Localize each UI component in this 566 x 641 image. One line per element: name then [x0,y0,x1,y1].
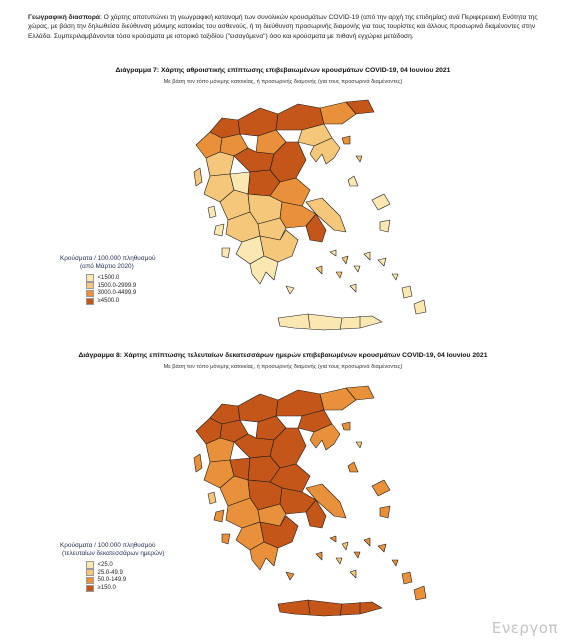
map8-island [414,586,426,600]
map7-island [214,224,224,236]
legend-swatch [86,282,94,290]
map7-island [392,274,398,280]
map7-island [414,300,426,314]
map7-legend-item [86,282,155,290]
map8-island [342,422,350,430]
intro-text: : Ο χάρτης αποτυπώνει τη γεωγραφική κατανομή των συνολικών κρουσμάτων COVID-19 (από την αρχή της επιδημίας) ανά Περιφερειακή Ενότητα της χώρας, με βάση την δηλωθείσα διεύθυνση μόνιμης κατοικίας του ασθενούς, ή τη διεύθυνση προσωρινής διαμονής για τους τουρίστες και άλλους προσωρινά διαμένοντες στην Ελλάδα. Συμπεριλαμβάνονται τόσο κρούσματα με ιστορικό ταξιδίου ("εισαγόμενα") όσο και κρούσματα με πιθανή εγχώρια μετάδοση. [28,14,538,40]
map7-island [194,168,202,186]
map8-island [348,462,358,472]
map8-legend-title-line1: Κρούσματα / 100.000 πληθυσμού [60,542,156,549]
legend-label: 50.0-149.9 [97,577,127,584]
map8-legend [60,542,164,592]
map8-legend-item [86,577,164,585]
map8-legend-item [86,584,164,592]
map8-island [342,542,348,550]
map8-island [222,534,230,544]
map7-legend-title-line1: Κρούσματα / 100.000 πληθυσμού [60,255,156,262]
map8-svg [110,376,455,631]
map7-island [372,194,390,210]
map7-subtitle: Με βάση τον τόπο μόνιμης κατοικίας, ή προσωρινής διαμονής (για τους προσωρινά διαμένοντες) [163,79,403,85]
map8-legend-title-line2: (τελευταίων δεκατεσσάρων ημερών) [62,550,165,557]
map7-island [378,258,386,266]
map8-island [208,492,216,504]
legend-label: ≥150.0 [97,585,116,592]
map7-legend-title [60,255,155,271]
map7-title: Διάγραμμα 7: Χάρτης αθροιστικής επίπτωσης επιβεβαιωμένων κρουσμάτων COVID-19, 04 Ιουνίου 2021 [115,67,451,74]
map7-island [222,248,230,258]
map7-island [286,286,294,294]
map7-svg [110,90,455,345]
map7-island [402,286,412,298]
map8-island [356,442,362,448]
map7-island [316,266,322,274]
legend-swatch [86,290,94,298]
map8-island [354,552,360,558]
map8-island [194,454,202,472]
map7-island [380,220,390,232]
map8-island [286,572,294,580]
legend-swatch [86,577,94,585]
map8-island [372,480,390,496]
map7-island [208,206,216,218]
map7-legend-item [86,274,155,282]
intro-label: Γεωγραφική διασπορά [28,14,100,21]
map7-legend-item [86,290,155,298]
map8-greece-map [110,376,455,631]
map8-island [392,560,398,566]
map7-island [342,136,350,144]
legend-swatch [86,585,94,593]
map7-island [348,176,358,186]
map8-legend-item [86,569,164,577]
map7-legend-title-line2: (από Μάρτιο 2020) [80,263,134,270]
map7-greece-map [110,90,455,345]
legend-label: <25.0 [97,561,113,568]
map8-island [380,506,390,518]
legend-label: 25.0-49.9 [97,569,123,576]
map7-island [330,250,336,256]
map7-island [354,266,360,272]
map8-island [316,552,322,560]
map7-crete [278,314,382,330]
activation-watermark: Ενεργοπ [491,619,558,637]
map7-legend [60,255,155,305]
map8-island [214,510,224,522]
map8-island [364,538,370,546]
map8-legend-item [86,561,164,569]
map7-island [364,252,370,260]
map7-legend-item [86,297,155,305]
map7-island [350,284,356,292]
legend-label: ≥4500.0 [97,298,120,305]
map8-title: Διάγραμμα 8: Χάρτης επίπτωσης τελευταίων δεκατεσσάρων ημερών επιβεβαιωμένων κρουσμάτων COVID-19, 04 Ιουνίου 2021 [78,352,488,359]
map8-island [336,558,342,564]
map8-island [378,544,386,552]
legend-swatch [86,274,94,282]
legend-swatch [86,298,94,306]
map8-island [402,572,412,584]
legend-swatch [86,569,94,577]
map7-island [356,156,362,162]
map8-island [330,536,336,542]
map7-island [336,272,342,278]
map8-subtitle: Με βάση τον τόπο μόνιμης κατοικίας, ή προσωρινής διαμονής (για τους προσωρινά διαμένοντες) [163,364,403,370]
map7-island [342,256,348,264]
intro-paragraph [28,13,550,41]
legend-swatch [86,561,94,569]
map8-crete [278,600,382,616]
legend-label: 1500.0-2999.9 [97,282,137,289]
map8-legend-title [60,542,164,558]
legend-label: <1500.0 [97,274,120,281]
map8-island [350,570,356,578]
legend-label: 3000.0-4499.9 [97,290,137,297]
